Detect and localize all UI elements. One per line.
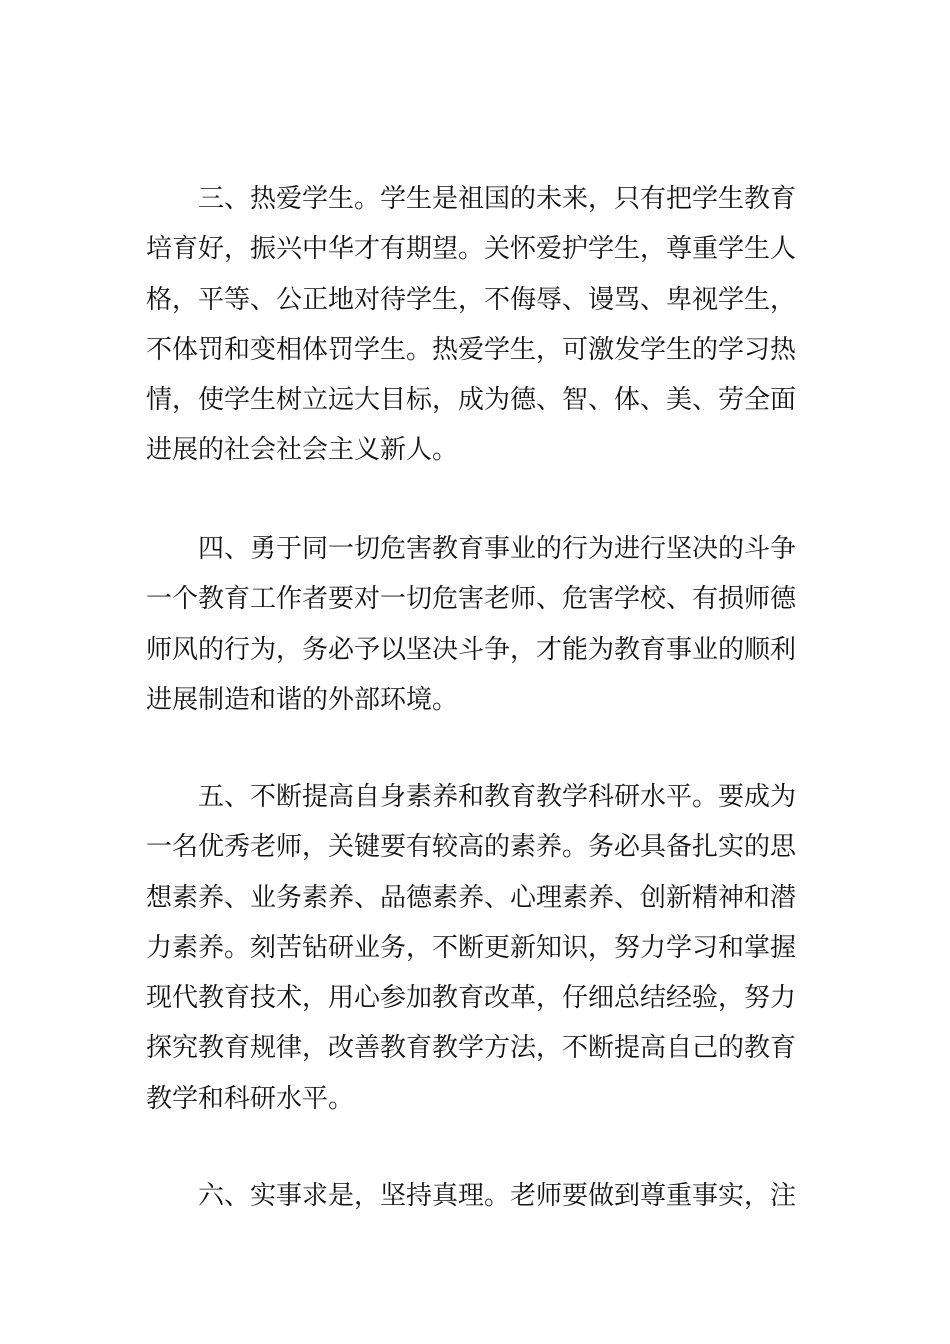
text-line: 四、勇于同一切危害教育事业的行为进行坚决的斗争 [198, 534, 797, 564]
text-line: 进展的社会社会主义新人。 [146, 435, 459, 466]
text-line: 六、实事求是，坚持真理。老师要做到尊重事实，注 [198, 1181, 797, 1211]
paragraph-love-students [146, 174, 810, 476]
text-line: 一名优秀老师，关键要有较高的素养。务必具备扎实的思 [146, 832, 797, 863]
text-line: 现代教育技术，用心参加教育改革，仔细总结经验，努力 [146, 983, 797, 1014]
text-line: 力素养。刻苦钻研业务，不断更新知识，努力学习和掌握 [146, 932, 797, 963]
text-line: 格，平等、公正地对待学生，不侮辱、谩骂、卑视学生， [146, 284, 797, 315]
text-line: 教学和科研水平。 [146, 1083, 355, 1114]
text-line: 三、热爱学生。学生是祖国的未来，只有把学生教育 [198, 184, 797, 214]
text-line: 五、不断提高自身素养和教育教学科研水平。要成为 [198, 782, 797, 812]
text-line: 进展制造和谐的外部环境。 [146, 684, 459, 715]
text-line: 情，使学生树立远大目标，成为德、智、体、美、劳全面 [146, 385, 797, 416]
text-line: 不体罚和变相体罚学生。热爱学生，可激发学生的学习热 [146, 334, 797, 365]
text-line: 一个教育工作者要对一切危害老师、危害学校、有损师德 [146, 584, 797, 615]
text-line: 探究教育规律，改善教育教学方法，不断提高自己的教育 [146, 1033, 797, 1064]
paragraph-self-improvement [146, 772, 810, 1124]
paragraph-seek-truth [146, 1171, 810, 1221]
text-line: 培育好，振兴中华才有期望。关怀爱护学生，尊重学生人 [146, 234, 797, 265]
paragraph-fight-harm [146, 524, 810, 725]
text-line: 师风的行为，务必予以坚决斗争，才能为教育事业的顺利 [146, 634, 797, 665]
text-line: 想素养、业务素养、品德素养、心理素养、创新精神和潜 [146, 882, 797, 913]
